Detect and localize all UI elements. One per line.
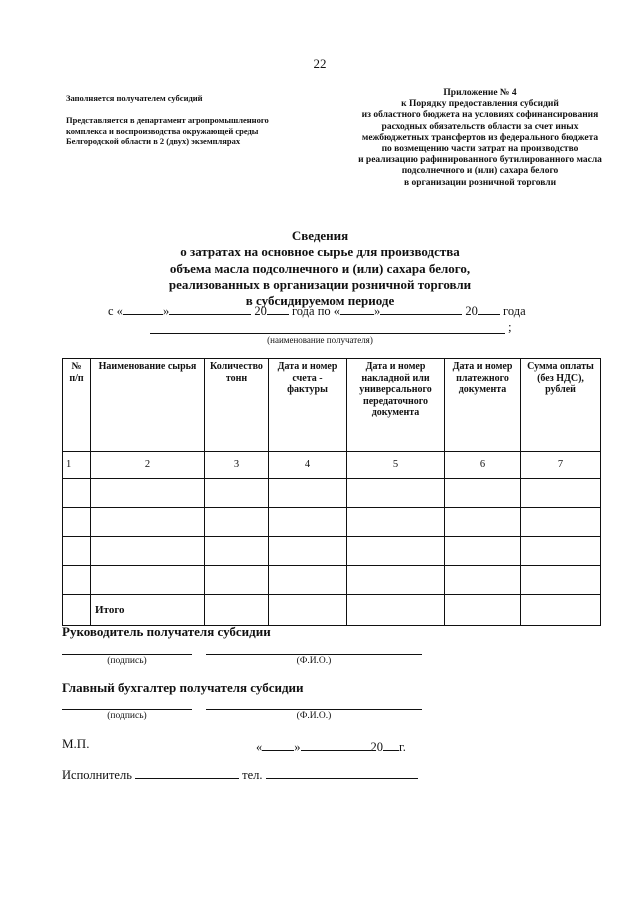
title-line: реализованных в организации розничной торговли: [168, 276, 472, 292]
column-number: 7: [521, 452, 601, 479]
table-cell[interactable]: [347, 566, 445, 595]
column-number: 2: [91, 452, 205, 479]
column-header: Количество тонн: [205, 359, 269, 452]
date-year-field[interactable]: [383, 738, 399, 751]
table-cell[interactable]: [521, 566, 601, 595]
recipient-semicolon: ;: [508, 319, 512, 334]
costs-table: [62, 358, 601, 626]
appendix-line: Приложение № 4: [443, 88, 517, 98]
column-number: 5: [347, 452, 445, 479]
table-cell: [63, 595, 91, 626]
table-cell[interactable]: [445, 508, 521, 537]
date-day-field[interactable]: [262, 738, 294, 751]
title-line: в субсидируемом периоде: [245, 293, 395, 308]
table-cell[interactable]: [63, 537, 91, 566]
period-from-month-field[interactable]: [169, 302, 251, 315]
column-header: Сумма оплаты (без НДС), рублей: [521, 359, 601, 452]
table-cell[interactable]: [347, 537, 445, 566]
appendix-line: межбюджетных трансфертов из федерального бюджета: [361, 132, 599, 143]
period-to-day-field[interactable]: [340, 302, 374, 315]
period-to-year-field[interactable]: [478, 302, 500, 315]
total-label: Итого: [91, 595, 205, 626]
table-cell[interactable]: [521, 537, 601, 566]
date-close-quote: »: [294, 740, 301, 754]
executor-name-field[interactable]: [135, 766, 239, 779]
total-row: [63, 595, 601, 626]
accountant-name-caption: (Ф.И.О.): [296, 711, 332, 721]
date-line: [256, 738, 406, 755]
head-name-field[interactable]: [206, 654, 422, 655]
table-cell[interactable]: [205, 479, 269, 508]
table-cell[interactable]: [91, 566, 205, 595]
recipient-name-field[interactable]: [150, 323, 505, 334]
table-cell[interactable]: [445, 595, 521, 626]
table-cell[interactable]: [347, 508, 445, 537]
table-cell[interactable]: [205, 537, 269, 566]
column-header: Дата и номер счета - фактуры: [269, 359, 347, 452]
title-line: Сведения: [291, 228, 349, 243]
table-cell[interactable]: [205, 508, 269, 537]
appendix-header: [330, 88, 630, 189]
table-cell[interactable]: [63, 479, 91, 508]
column-number-row: [63, 452, 601, 479]
column-number: 1: [63, 452, 91, 479]
table-cell[interactable]: [91, 479, 205, 508]
table-cell[interactable]: [205, 595, 269, 626]
period-to-month-field[interactable]: [380, 302, 462, 315]
appendix-line: и реализацию рафинированного бутилированного масла: [358, 155, 602, 166]
date-year-prefix: 20: [370, 740, 383, 754]
head-signature-caption: (подпись): [107, 656, 147, 666]
column-number: 4: [269, 452, 347, 479]
appendix-line: в организации розничной торговли: [403, 177, 557, 188]
period-to-quote: »: [374, 304, 381, 318]
stamp-label: М.П.: [62, 736, 90, 751]
executor-label: Исполнитель: [62, 768, 132, 782]
period-to-prefix: по «: [317, 304, 341, 318]
title-line: объема масла подсолнечного и (или) сахара белого,: [169, 260, 471, 276]
table-cell[interactable]: [63, 508, 91, 537]
table-cell[interactable]: [521, 508, 601, 537]
table-cell[interactable]: [347, 479, 445, 508]
table-header-row: [63, 359, 601, 452]
filled-by-note: Заполняется получателем субсидий: [66, 93, 203, 103]
appendix-line: из областного бюджета на условиях софинансирования: [361, 110, 599, 121]
column-number: 3: [205, 452, 269, 479]
table-cell[interactable]: [269, 566, 347, 595]
column-header: № п/п: [63, 359, 91, 452]
accountant-signature-caption: (подпись): [107, 711, 147, 721]
submission-note-line: Представляется в департамент агропромышленного: [66, 115, 269, 125]
period-from-quote: »: [162, 304, 170, 318]
table-row: [63, 508, 601, 537]
title-line: о затратах на основное сырье для производства: [180, 244, 460, 260]
appendix-line: по возмещению части затрат на производство: [381, 144, 579, 155]
accountant-signature-title: Главный бухгалтер получателя субсидии: [62, 680, 304, 695]
table-cell[interactable]: [63, 566, 91, 595]
table-cell[interactable]: [269, 508, 347, 537]
table-row: [63, 479, 601, 508]
document-title: [150, 228, 490, 309]
table-cell[interactable]: [205, 566, 269, 595]
table-cell[interactable]: [269, 537, 347, 566]
table-cell[interactable]: [521, 595, 601, 626]
table-cell[interactable]: [269, 479, 347, 508]
accountant-name-field[interactable]: [206, 709, 422, 710]
date-year-suffix: г.: [399, 740, 406, 754]
period-line: [108, 302, 526, 319]
submission-note-line: Белгородской области в 2 (двух) экземплярах: [66, 136, 241, 147]
column-header: Наименование сырья: [91, 359, 205, 452]
head-name-caption: (Ф.И.О.): [296, 656, 332, 666]
table-cell[interactable]: [347, 595, 445, 626]
column-header: Дата и номер накладной или универсального передаточного документа: [347, 359, 445, 452]
date-month-field[interactable]: [301, 738, 371, 751]
appendix-line: подсолнечного и (или) сахара белого: [401, 166, 559, 177]
submission-note: [66, 115, 269, 147]
accountant-signature-field[interactable]: [62, 709, 192, 710]
column-number: 6: [445, 452, 521, 479]
table-cell[interactable]: [521, 479, 601, 508]
column-header: Дата и номер платежного документа: [445, 359, 521, 452]
period-from-year-word: года: [291, 304, 315, 318]
period-from-year-field[interactable]: [267, 302, 289, 315]
period-to-year-word: года: [503, 304, 526, 318]
head-signature-title: Руководитель получателя субсидии: [62, 624, 271, 639]
table-cell[interactable]: [445, 479, 521, 508]
table-cell[interactable]: [91, 537, 205, 566]
phone-field[interactable]: [266, 766, 418, 779]
table-cell[interactable]: [445, 537, 521, 566]
submission-note-line: комплекса и воспроизводства окружающей среды: [66, 125, 259, 136]
executor-line: [62, 766, 418, 783]
table-row: [63, 566, 601, 595]
period-from-prefix: с «: [108, 304, 123, 318]
appendix-line: расходных обязательств области за счет иных: [381, 121, 579, 132]
table-cell[interactable]: [91, 508, 205, 537]
phone-label: тел.: [242, 768, 263, 782]
head-signature-field[interactable]: [62, 654, 192, 655]
table-cell[interactable]: [445, 566, 521, 595]
appendix-line: к Порядку предоставления субсидий: [401, 99, 559, 110]
page-number: 22: [313, 56, 327, 71]
table-cell[interactable]: [269, 595, 347, 626]
period-to-year-prefix: 20: [465, 304, 478, 318]
period-from-day-field[interactable]: [123, 302, 163, 315]
recipient-caption: (наименование получателя): [267, 335, 373, 345]
table-row: [63, 537, 601, 566]
period-from-year-prefix: 20: [254, 304, 267, 318]
date-open-quote: «: [256, 740, 263, 754]
